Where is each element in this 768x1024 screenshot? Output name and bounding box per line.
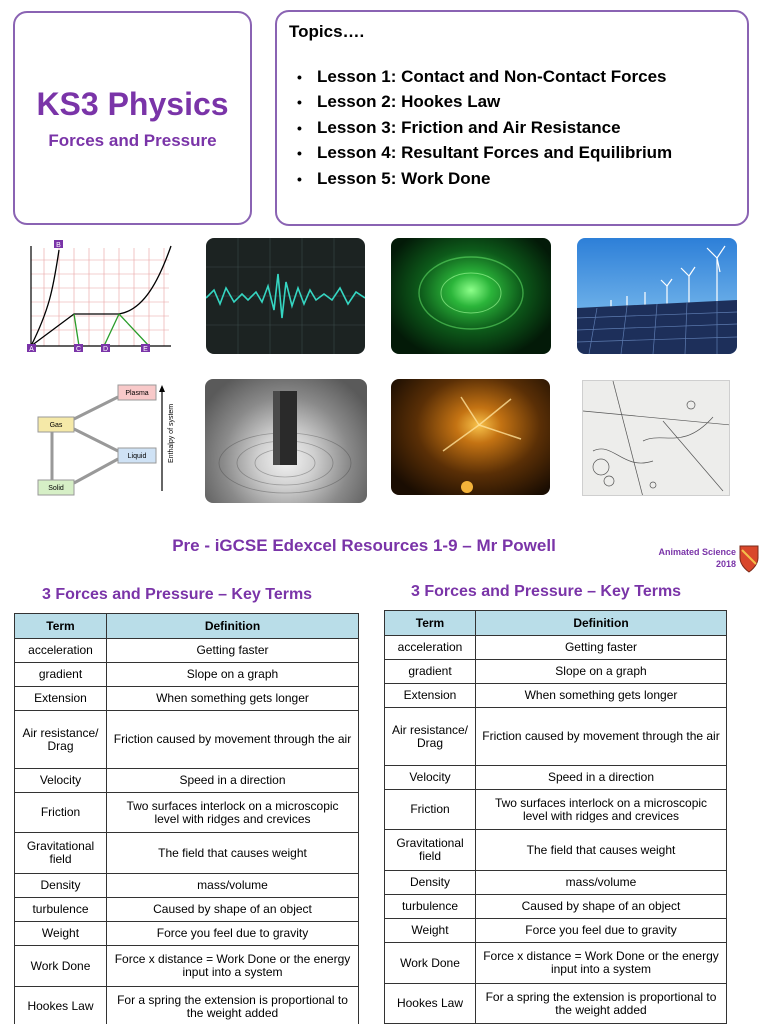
key-terms-table-right <box>384 610 727 1024</box>
sparks-image <box>391 379 550 495</box>
state-gas-label: Gas <box>49 422 63 429</box>
table-row: acceleration Getting faster <box>385 636 727 660</box>
states-of-matter-image <box>34 383 186 499</box>
page-title: KS3 Physics <box>36 85 229 122</box>
column-header-term: Term <box>15 614 107 639</box>
graph-marker-b: B <box>56 242 61 249</box>
table-row: Weight Force you feel due to gravity <box>385 919 727 943</box>
table-row: Velocity Speed in a direction <box>385 766 727 790</box>
table-row: Hookes Law For a spring the extension is proportional to the weight added <box>385 984 727 1024</box>
state-liquid-label: Liquid <box>127 453 147 460</box>
topic-item: • Lesson 2: Hookes Law <box>297 92 501 112</box>
graph-marker-c: C <box>75 346 82 353</box>
table-row: Air resistance/ Drag Friction caused by movement through the air <box>15 711 359 769</box>
resources-title: Pre - iGCSE Edexcel Resources 1-9 – Mr Powell <box>172 536 556 555</box>
table-row: Work Done Force x distance = Work Done or the energy input into a system <box>15 946 359 987</box>
table-row: Extension When something gets longer <box>15 687 359 711</box>
graph-image <box>19 240 179 356</box>
graph-marker-d: D <box>102 346 109 353</box>
key-terms-heading-right: 3 Forces and Pressure – Key Terms <box>411 583 682 600</box>
key-terms-table-left <box>14 613 359 1024</box>
renewables-image <box>577 238 737 354</box>
topics-panel <box>275 10 749 226</box>
bubble-chamber-image <box>582 380 730 496</box>
table-row: Friction Two surfaces interlock on a microscopic level with ridges and crevices <box>385 790 727 830</box>
key-terms-heading-left: 3 Forces and Pressure – Key Terms <box>42 586 313 603</box>
table-row: Friction Two surfaces interlock on a microscopic level with ridges and crevices <box>15 793 359 833</box>
table-row: gradient Slope on a graph <box>15 663 359 687</box>
table-row: turbulence Caused by shape of an object <box>15 898 359 922</box>
topics-list <box>289 64 735 192</box>
table-row: Extension When something gets longer <box>385 684 727 708</box>
shield-logo-icon <box>738 544 760 579</box>
topic-item: • Lesson 3: Friction and Air Resistance <box>297 117 621 137</box>
column-header-term: Term <box>385 611 476 636</box>
magnet-image <box>205 379 367 503</box>
state-plasma-label: Plasma <box>125 390 149 397</box>
brand-text: Animated Science 2018 <box>658 547 736 569</box>
table-row: Density mass/volume <box>15 874 359 898</box>
oscilloscope-image <box>206 238 365 354</box>
table-row: gradient Slope on a graph <box>385 660 727 684</box>
title-panel <box>13 11 252 225</box>
table-row: Work Done Force x distance = Work Done or the energy input into a system <box>385 943 727 984</box>
page-subtitle: Forces and Pressure <box>48 130 217 150</box>
table-row: Air resistance/ Drag Friction caused by movement through the air <box>385 708 727 766</box>
enthalpy-axis-label: Enthalpy of system <box>168 403 175 463</box>
table-row: Gravitational field The field that causes weight <box>385 830 727 871</box>
graph-marker-e: E <box>143 346 148 353</box>
table-row: Density mass/volume <box>385 871 727 895</box>
graph-marker-a: A <box>29 346 34 353</box>
table-row: Weight Force you feel due to gravity <box>15 922 359 946</box>
topics-heading: Topics…. <box>289 22 365 41</box>
table-row: turbulence Caused by shape of an object <box>385 895 727 919</box>
topic-item: • Lesson 1: Contact and Non-Contact Forces <box>297 66 667 86</box>
table-row: Velocity Speed in a direction <box>15 769 359 793</box>
crt-image <box>391 238 551 354</box>
table-row: acceleration Getting faster <box>15 639 359 663</box>
column-header-definition: Definition <box>476 611 727 636</box>
table-row: Gravitational field The field that causes weight <box>15 833 359 874</box>
column-header-definition: Definition <box>107 614 359 639</box>
topic-item: • Lesson 5: Work Done <box>297 168 491 188</box>
table-row: Hookes Law For a spring the extension is proportional to the weight added <box>15 987 359 1024</box>
state-solid-label: Solid <box>48 485 64 492</box>
topic-item: • Lesson 4: Resultant Forces and Equilibrium <box>297 143 673 163</box>
